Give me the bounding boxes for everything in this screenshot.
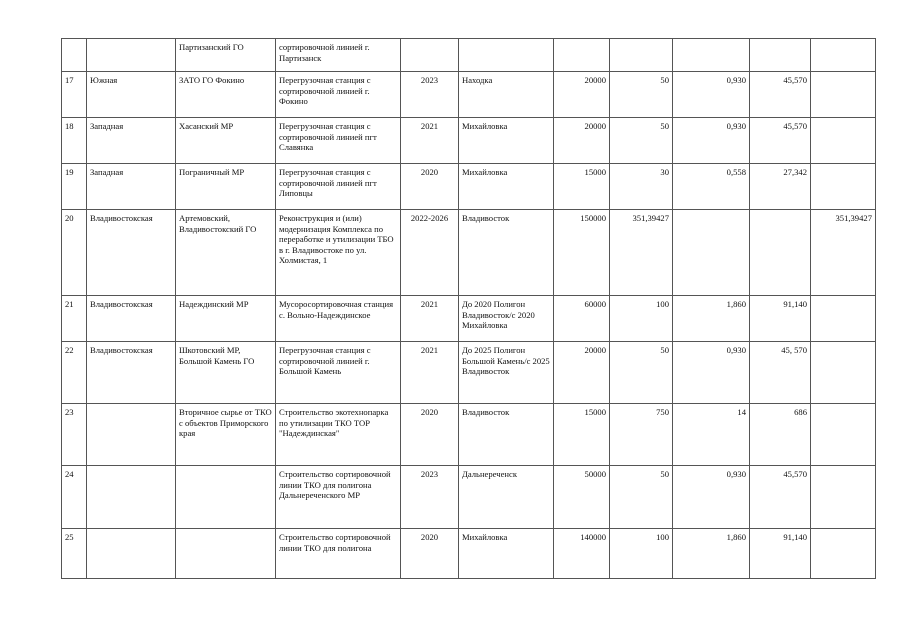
cell-municipality: Хасанский МР <box>176 118 276 164</box>
cell-value-11 <box>811 529 876 579</box>
cell-row-number: 20 <box>62 210 87 296</box>
cell-region: Южная <box>87 72 176 118</box>
table-row <box>62 296 876 342</box>
cell-value-11 <box>811 342 876 404</box>
infrastructure-table <box>61 38 876 579</box>
cell-value-9: 0,930 <box>673 466 750 529</box>
cell-value-10: 27,342 <box>750 164 811 210</box>
cell-municipality <box>176 529 276 579</box>
cell-location: Михайловка <box>459 529 554 579</box>
cell-year: 2021 <box>401 342 459 404</box>
cell-value-8 <box>610 39 673 72</box>
cell-value-11: 351,39427 <box>811 210 876 296</box>
cell-row-number: 21 <box>62 296 87 342</box>
cell-region: Западная <box>87 118 176 164</box>
cell-value-9: 0,930 <box>673 118 750 164</box>
cell-value-11 <box>811 39 876 72</box>
cell-capacity: 140000 <box>554 529 610 579</box>
cell-year: 2020 <box>401 529 459 579</box>
cell-year: 2023 <box>401 72 459 118</box>
cell-value-8: 50 <box>610 118 673 164</box>
cell-value-9: 0,930 <box>673 342 750 404</box>
table-row <box>62 404 876 466</box>
cell-value-11 <box>811 466 876 529</box>
cell-row-number: 24 <box>62 466 87 529</box>
cell-value-8: 750 <box>610 404 673 466</box>
cell-object: Мусоросортировочная станция с. Вольно-Надеждинское <box>276 296 401 342</box>
cell-object: Строительство сортировочной линии ТКО для полигона Дальнереченского МР <box>276 466 401 529</box>
cell-municipality: Шкотовский МР, Большой Камень ГО <box>176 342 276 404</box>
cell-location: До 2020 Полигон Владивосток/с 2020 Михайловка <box>459 296 554 342</box>
table-body <box>62 39 876 579</box>
cell-location: Владивосток <box>459 210 554 296</box>
cell-year <box>401 39 459 72</box>
table-row <box>62 118 876 164</box>
cell-value-8: 100 <box>610 296 673 342</box>
cell-row-number: 19 <box>62 164 87 210</box>
table-row <box>62 39 876 72</box>
table-row <box>62 342 876 404</box>
table-row <box>62 164 876 210</box>
cell-value-11 <box>811 404 876 466</box>
cell-value-10 <box>750 39 811 72</box>
cell-object: Перегрузочная станция с сортировочной линией г. Фокино <box>276 72 401 118</box>
cell-capacity: 50000 <box>554 466 610 529</box>
cell-municipality: Партизанский ГО <box>176 39 276 72</box>
table-row <box>62 529 876 579</box>
cell-value-10: 45, 570 <box>750 342 811 404</box>
cell-value-9 <box>673 210 750 296</box>
cell-municipality: Артемовский, Владивостокский ГО <box>176 210 276 296</box>
cell-location: До 2025 Полигон Большой Камень/с 2025 Владивосток <box>459 342 554 404</box>
cell-row-number: 25 <box>62 529 87 579</box>
cell-value-10: 45,570 <box>750 466 811 529</box>
cell-region <box>87 466 176 529</box>
table-row <box>62 72 876 118</box>
cell-value-9 <box>673 39 750 72</box>
cell-value-9: 1,860 <box>673 529 750 579</box>
cell-value-10 <box>750 210 811 296</box>
cell-capacity: 20000 <box>554 72 610 118</box>
cell-region <box>87 404 176 466</box>
cell-region <box>87 529 176 579</box>
cell-value-8: 50 <box>610 72 673 118</box>
cell-value-8: 50 <box>610 466 673 529</box>
cell-object: сортировочной линией г. Партизанск <box>276 39 401 72</box>
cell-value-10: 45,570 <box>750 72 811 118</box>
cell-capacity: 60000 <box>554 296 610 342</box>
cell-region: Владивостокская <box>87 296 176 342</box>
cell-value-11 <box>811 296 876 342</box>
cell-year: 2023 <box>401 466 459 529</box>
cell-location: Дальнереченск <box>459 466 554 529</box>
cell-value-10: 686 <box>750 404 811 466</box>
cell-capacity: 150000 <box>554 210 610 296</box>
cell-value-8: 30 <box>610 164 673 210</box>
cell-capacity: 15000 <box>554 164 610 210</box>
cell-value-8: 351,39427 <box>610 210 673 296</box>
cell-year: 2020 <box>401 164 459 210</box>
cell-value-11 <box>811 164 876 210</box>
cell-region <box>87 39 176 72</box>
cell-location: Михайловка <box>459 164 554 210</box>
cell-row-number <box>62 39 87 72</box>
cell-year: 2021 <box>401 296 459 342</box>
cell-object: Строительство сортировочной линии ТКО для полигона <box>276 529 401 579</box>
cell-value-9: 1,860 <box>673 296 750 342</box>
table-row <box>62 210 876 296</box>
cell-row-number: 23 <box>62 404 87 466</box>
cell-value-10: 91,140 <box>750 296 811 342</box>
cell-row-number: 17 <box>62 72 87 118</box>
cell-value-10: 91,140 <box>750 529 811 579</box>
cell-year: 2021 <box>401 118 459 164</box>
cell-value-11 <box>811 118 876 164</box>
cell-value-8: 100 <box>610 529 673 579</box>
cell-object: Перегрузочная станция с сортировочной линией пгт Липовцы <box>276 164 401 210</box>
cell-municipality <box>176 466 276 529</box>
cell-location: Михайловка <box>459 118 554 164</box>
table-row <box>62 466 876 529</box>
cell-row-number: 22 <box>62 342 87 404</box>
cell-municipality: Вторичное сырье от ТКО с объектов Приморского края <box>176 404 276 466</box>
cell-capacity: 15000 <box>554 404 610 466</box>
cell-value-9: 0,558 <box>673 164 750 210</box>
cell-object: Перегрузочная станция с сортировочной линией г. Большой Камень <box>276 342 401 404</box>
cell-value-11 <box>811 72 876 118</box>
cell-value-8: 50 <box>610 342 673 404</box>
cell-object: Перегрузочная станция с сортировочной линией пгт Славянка <box>276 118 401 164</box>
cell-value-10: 45,570 <box>750 118 811 164</box>
cell-row-number: 18 <box>62 118 87 164</box>
cell-region: Владивостокская <box>87 210 176 296</box>
cell-year: 2020 <box>401 404 459 466</box>
cell-value-9: 0,930 <box>673 72 750 118</box>
cell-location <box>459 39 554 72</box>
cell-location: Владивосток <box>459 404 554 466</box>
cell-location: Находка <box>459 72 554 118</box>
cell-capacity <box>554 39 610 72</box>
cell-value-9: 14 <box>673 404 750 466</box>
cell-municipality: Пограничный МР <box>176 164 276 210</box>
cell-region: Западная <box>87 164 176 210</box>
cell-object: Строительство экотехнопарка по утилизации ТКО ТОР "Надеждинская" <box>276 404 401 466</box>
cell-municipality: Надеждинский МР <box>176 296 276 342</box>
cell-object: Реконструкция и (или) модернизация Комплекса по переработке и утилизации ТБО в г. Владивостоке по ул. Холмистая, 1 <box>276 210 401 296</box>
cell-year: 2022-2026 <box>401 210 459 296</box>
cell-capacity: 20000 <box>554 118 610 164</box>
cell-capacity: 20000 <box>554 342 610 404</box>
cell-municipality: ЗАТО ГО Фокино <box>176 72 276 118</box>
cell-region: Владивостокская <box>87 342 176 404</box>
